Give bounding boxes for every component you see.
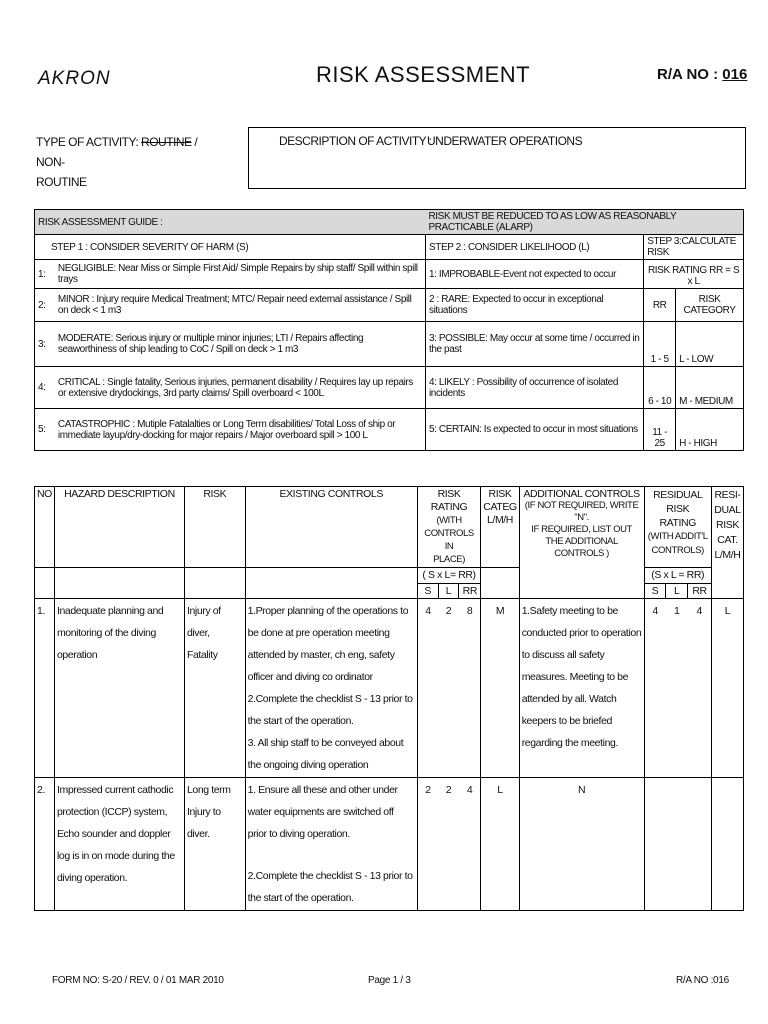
- severity-number: 5:: [35, 409, 55, 451]
- row-residual-category: L: [711, 599, 743, 778]
- risk-category: H - HIGH: [676, 409, 744, 451]
- severity-number: 1:: [35, 260, 55, 289]
- guide-alarp: RISK MUST BE REDUCED TO AS LOW AS REASONABLY PRACTICABLE (ALARP): [425, 210, 743, 235]
- severity-number: 4:: [35, 367, 55, 409]
- categ-2: CATEG: [483, 501, 517, 513]
- row-residual-category: [711, 778, 743, 911]
- severity-description: MINOR : Injury require Medical Treatment; MTC/ Repair need external assistance / Spill on deck < 1 m3: [55, 289, 426, 322]
- row-s: 2: [417, 778, 438, 911]
- footer-form-number: FORM NO: S-20 / REV. 0 / 01 MAR 2010: [52, 975, 224, 986]
- severity-description: CATASTROPHIC : Mutiple Fatalalties or Long Term disabilities/ Total Loss of ship or immediate layup/dry-docking for major repairs / Major overboard spill > 100 L: [55, 409, 426, 451]
- existing-control: 3. All ship staff to be conveyed about the ongoing diving operation: [247, 737, 404, 771]
- activity-type: [36, 132, 226, 192]
- row-residual-s: 4: [644, 599, 666, 778]
- likelihood-description: 1: IMPROBABLE-Event not expected to occur: [425, 260, 643, 289]
- resi-1: RESI-: [714, 489, 741, 501]
- col-residual-header: [644, 487, 711, 568]
- table-row: [35, 599, 744, 778]
- col-additional-header: [519, 487, 644, 599]
- risk-assessment-guide: [34, 209, 744, 451]
- row-risk: Injury of diver, Fatality: [184, 599, 245, 778]
- activity-type-nonroutine: / NON-: [36, 135, 198, 169]
- rr-header: RR: [459, 584, 481, 599]
- severity-number: 3:: [35, 322, 55, 367]
- severity-description: MODERATE: Serious injury or multiple minor injuries; LTI / Repairs affecting seaworthiness of ship leading to CoC / Spill on deck > 1 m3: [55, 322, 426, 367]
- row-l: 2: [438, 599, 459, 778]
- hazard-table: [34, 486, 744, 911]
- categ-1: RISK: [488, 488, 512, 500]
- col-no-header: NO: [35, 487, 55, 568]
- row-additional-controls: N: [519, 778, 644, 911]
- row-additional-controls: 1.Safety meeting to be conducted prior to operation to discuss all safety measures. Meeting to be attended by all. Watch keepers to be briefed regarding the meeting.: [519, 599, 644, 778]
- footer-page-number: Page 1 / 3: [368, 975, 411, 986]
- step1-header: STEP 1 : CONSIDER SEVERITY OF HARM (S): [35, 235, 426, 260]
- row-category: M: [481, 599, 519, 778]
- row-category: L: [481, 778, 519, 911]
- row-rr: 8: [459, 599, 481, 778]
- row-residual-l: 1: [666, 599, 688, 778]
- row-no: 1.: [35, 599, 55, 778]
- row-rr: 4: [459, 778, 481, 911]
- activity-type-label: TYPE OF ACTIVITY:: [36, 135, 139, 149]
- rating-sub-2: PLACE): [433, 554, 465, 565]
- row-residual-l: [666, 778, 688, 911]
- step3-header: STEP 3:CALCULATE RISK: [644, 235, 744, 260]
- additional-sub-2: IF REQUIRED, LIST OUT THE ADDITIONAL: [531, 524, 632, 547]
- table-row: [35, 778, 744, 911]
- col-rating-header: [417, 487, 481, 568]
- residual-formula: (S x L = RR): [644, 568, 711, 584]
- additional-sub-1: (IF NOT REQUIRED, WRITE "N".: [524, 500, 639, 523]
- row-existing-controls: [245, 599, 417, 778]
- row-existing-controls: [245, 778, 417, 911]
- s-header: S: [417, 584, 438, 599]
- row-residual-rr: [688, 778, 712, 911]
- rr-header: RR: [644, 289, 676, 322]
- categ-3: L/M/H: [486, 514, 513, 526]
- row-s: 4: [417, 599, 438, 778]
- row-hazard: Inadequate planning and monitoring of the diving operation: [54, 599, 184, 778]
- severity-description: NEGLIGIBLE: Near Miss or Simple First Aid/ Simple Repairs by ship staff/ Spill within spill trays: [55, 260, 426, 289]
- severity-number: 2:: [35, 289, 55, 322]
- col-risk-header: RISK: [184, 487, 245, 568]
- likelihood-description: 5: CERTAIN: Is expected to occur in most situations: [425, 409, 643, 451]
- company-name: AKRON: [38, 68, 111, 89]
- footer-ra-number: R/A NO :016: [676, 975, 729, 986]
- risk-category-header: RISK CATEGORY: [676, 289, 744, 322]
- rating-title: RISK RATING: [430, 488, 468, 513]
- resi-4: CAT.: [717, 534, 738, 546]
- activity-description-box: [248, 127, 746, 189]
- existing-control: 2.Complete the checklist S - 13 prior to the start of the operation.: [247, 693, 413, 727]
- row-hazard: Impressed current cathodic protection (ICCP) system, Echo sounder and doppler log is in on mode during the diving operation.: [54, 778, 184, 911]
- existing-control: 1.Proper planning of the operations to be done at pre operation meeting attended by master, ch eng, safety officer and diving co ordinator: [247, 605, 409, 683]
- existing-control: 2.Complete the checklist S - 13 prior to the start of the operation.: [247, 870, 413, 904]
- activity-description-label: DESCRIPTION OF ACTIVITY :: [279, 134, 432, 148]
- activity-type-routine: ROUTINE: [141, 135, 192, 149]
- resi-5: L/M/H: [714, 549, 741, 561]
- col-existing-header: EXISTING CONTROLS: [245, 487, 417, 568]
- activity-type-nonroutine-2: ROUTINE: [36, 175, 87, 189]
- risk-category: L - LOW: [676, 322, 744, 367]
- risk-rating-formula: RISK RATING RR = S x L: [644, 260, 744, 289]
- l-header: L: [438, 584, 459, 599]
- rating-formula: ( S x L= RR): [417, 568, 481, 584]
- residual-title-2: RATING: [659, 517, 696, 529]
- guide-title: RISK ASSESSMENT GUIDE :: [35, 210, 426, 235]
- additional-sub-3: CONTROLS ): [554, 548, 609, 559]
- row-residual-s: [644, 778, 666, 911]
- rr-range: 1 - 5: [644, 322, 676, 367]
- existing-control: 1. Ensure all these and other under water equipments are switched off prior to diving operation.: [247, 784, 398, 840]
- ra-number-block: [657, 66, 747, 83]
- res-l-header: L: [666, 584, 688, 599]
- resi-2: DUAL: [714, 504, 741, 516]
- residual-sub-1: (WITH ADDIT'L: [647, 531, 708, 542]
- row-risk: Long term Injury to diver.: [184, 778, 245, 911]
- step2-header: STEP 2 : CONSIDER LIKELIHOOD (L): [425, 235, 643, 260]
- col-resi-header: [711, 487, 743, 599]
- rr-range: 6 - 10: [644, 367, 676, 409]
- rating-sub-1: (WITH CONTROLS IN: [424, 515, 474, 552]
- resi-3: RISK: [716, 519, 739, 531]
- severity-description: CRITICAL : Single fatality, Serious injuries, permanent disability / Requires lay up repairs or extensive drydockings, 3rd party claims/ Spill overboard < 100L: [55, 367, 426, 409]
- row-no: 2.: [35, 778, 55, 911]
- res-rr-header: RR: [688, 584, 712, 599]
- row-l: 2: [438, 778, 459, 911]
- likelihood-description: 4: LIKELY : Possibility of occurrence of isolated incidents: [425, 367, 643, 409]
- residual-sub-2: CONTROLS): [651, 545, 704, 556]
- rr-range: 11 - 25: [644, 409, 676, 451]
- additional-title: ADDITIONAL CONTROLS: [523, 488, 640, 500]
- likelihood-description: 2 : RARE: Expected to occur in exceptional situations: [425, 289, 643, 322]
- col-hazard-header: HAZARD DESCRIPTION: [54, 487, 184, 568]
- col-categ-header: [481, 487, 519, 568]
- page-title: RISK ASSESSMENT: [316, 62, 531, 87]
- risk-category: M - MEDIUM: [676, 367, 744, 409]
- likelihood-description: 3: POSSIBLE: May occur at some time / occurred in the past: [425, 322, 643, 367]
- activity-description-value: UNDERWATER OPERATIONS: [427, 134, 583, 148]
- ra-number: 016: [722, 66, 748, 83]
- residual-title: RESIDUAL RISK: [653, 489, 703, 515]
- ra-label: R/A NO :: [657, 66, 719, 83]
- row-residual-rr: 4: [688, 599, 712, 778]
- res-s-header: S: [644, 584, 666, 599]
